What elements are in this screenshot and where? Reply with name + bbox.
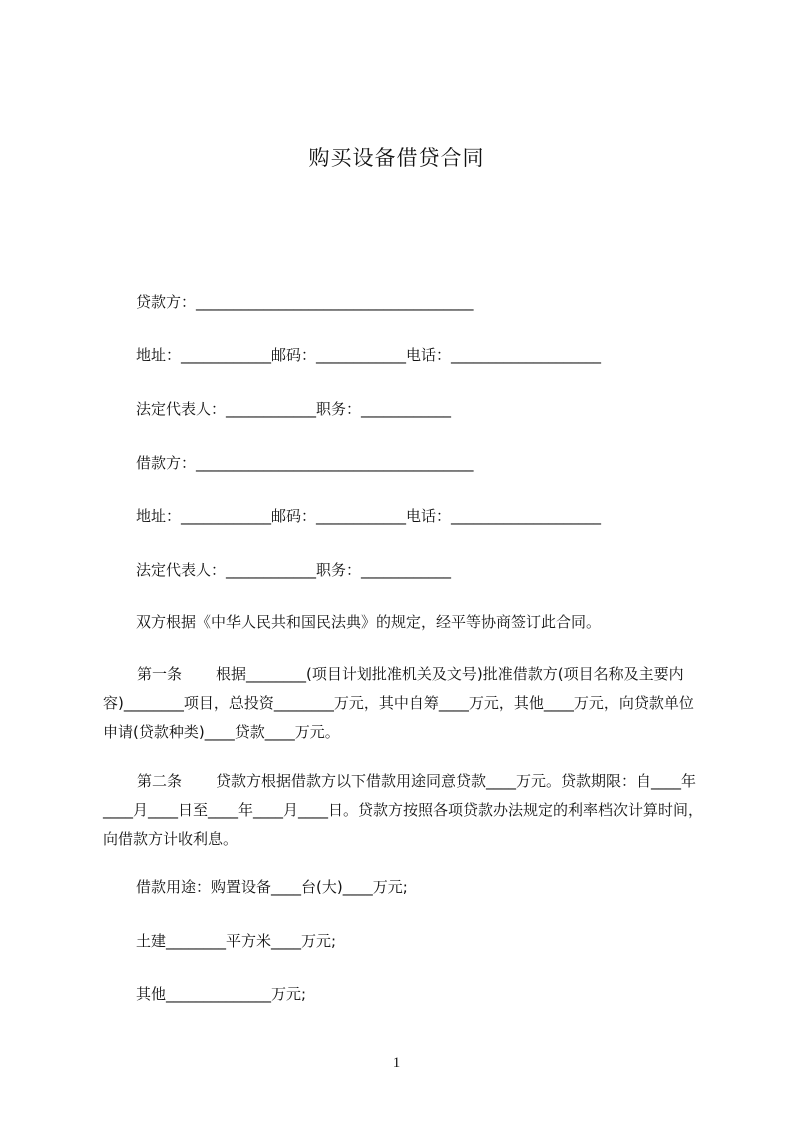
borrower-address-line: 地址：____________邮码：____________电话：____________________ [136,507,602,525]
intro-paragraph: 双方根据《中华人民共和国民法典》的规定，经平等协商签订此合同。 [136,613,602,631]
borrower-name-line: 借款方：_____________________________________ [136,454,474,472]
article-2 [103,767,703,854]
usage-construction-line: 土建________平方米____万元; [136,932,337,950]
lender-address-line: 地址：____________邮码：____________电话：____________________ [136,346,602,364]
lender-name-line: 贷款方：_____________________________________ [136,293,474,311]
usage-other-line: 其他______________万元; [136,985,307,1003]
article-1 [103,660,703,747]
article-2-text: 贷款方根据借款方以下借款用途同意贷款____万元。贷款期限：自____年____月____日至____年____月____日。贷款方按照各项贷款办法规定的利率档次计算时间，向借款方计收利息。 [103,772,704,848]
usage-equipment-line: 借款用途：购置设备____台(大)____万元; [136,878,408,896]
page-number: 1 [392,1055,401,1071]
borrower-representative-line: 法定代表人：____________职务：____________ [136,561,452,579]
lender-representative-line: 法定代表人：____________职务：____________ [136,400,452,418]
article-2-label: 第二条 [137,772,183,790]
article-1-text: 根据________(项目计划批准机关及文号)批准借款方(项目名称及主要内容)________项目，总投资________万元，其中自筹____万元，其他____万元，向贷款单位申请(贷款种类)____贷款____万元。 [103,665,694,741]
article-1-label: 第一条 [137,665,183,683]
document-title: 购买设备借贷合同 [308,146,485,170]
